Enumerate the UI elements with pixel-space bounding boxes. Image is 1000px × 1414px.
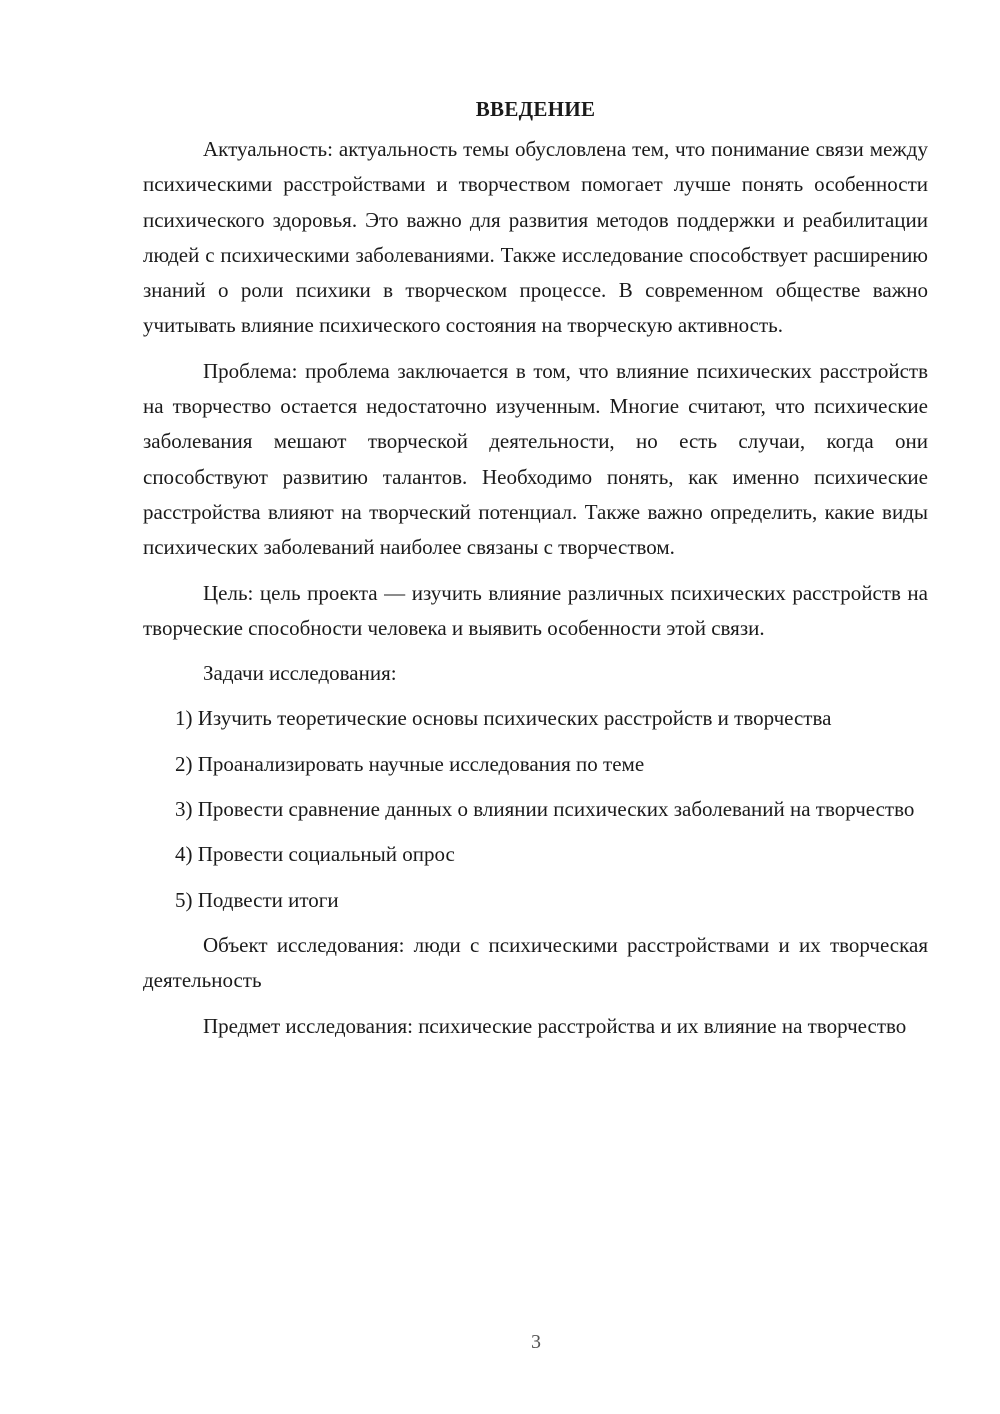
document-page	[143, 92, 928, 1054]
paragraph-object: Объект исследования: люди с психическими расстройствами и их творческая деятельность	[143, 932, 928, 993]
task-text: Изучить теоретические основы психических расстройств и творчества	[197, 706, 832, 731]
paragraph-relevance: Актуальность: актуальность темы обусловлена тем, что понимание связи между психическими расстройствами и творчеством помогает лучше понять особенности психического здоровья. Это важно для развития методов поддержки и реабилитации людей с психическими заболеваниями. Также исследование способствует расширению знаний о роли психики в творческом процессе. В современном обществе важно учитывать влияние психического состояния на творческую активность.	[143, 137, 928, 338]
task-text: Провести сравнение данных о влиянии психических заболеваний на творчество	[197, 797, 915, 822]
task-text: Провести социальный опрос	[197, 842, 455, 867]
task-item-1	[143, 701, 928, 736]
task-item-4	[143, 837, 928, 872]
tasks-title: Задачи исследования:	[203, 661, 397, 686]
task-number: 5)	[175, 887, 193, 912]
task-number: 2)	[175, 751, 193, 776]
task-item-3	[143, 792, 928, 827]
task-number: 3)	[175, 797, 193, 822]
section-heading: ВВЕДЕНИЕ	[475, 97, 596, 121]
paragraph-goal: Цель: цель проекта — изучить влияние различных психических расстройств на творческие способности человека и выявить особенности этой связи.	[143, 580, 928, 640]
task-item-2	[143, 747, 928, 782]
task-number: 1)	[175, 706, 193, 731]
paragraph-subject: Предмет исследования: психические расстройства и их влияние на творчество	[203, 1013, 907, 1038]
task-number: 4)	[175, 842, 193, 867]
task-item-5	[143, 883, 928, 918]
paragraph-problem: Проблема: проблема заключается в том, что влияние психических расстройств на творчество остается недостаточно изученным. Многие считают, что психические заболевания мешают творческой деятельности, но есть случаи, когда они способствуют развитию талантов. Необходимо понять, как именно психические расстройства влияют на творческий потенциал. Также важно определить, какие виды психических заболеваний наиболее связаны с творчеством.	[143, 358, 928, 560]
task-text: Подвести итоги	[197, 887, 339, 912]
task-text: Проанализировать научные исследования по теме	[197, 751, 645, 776]
page-number: 3	[531, 1331, 541, 1353]
